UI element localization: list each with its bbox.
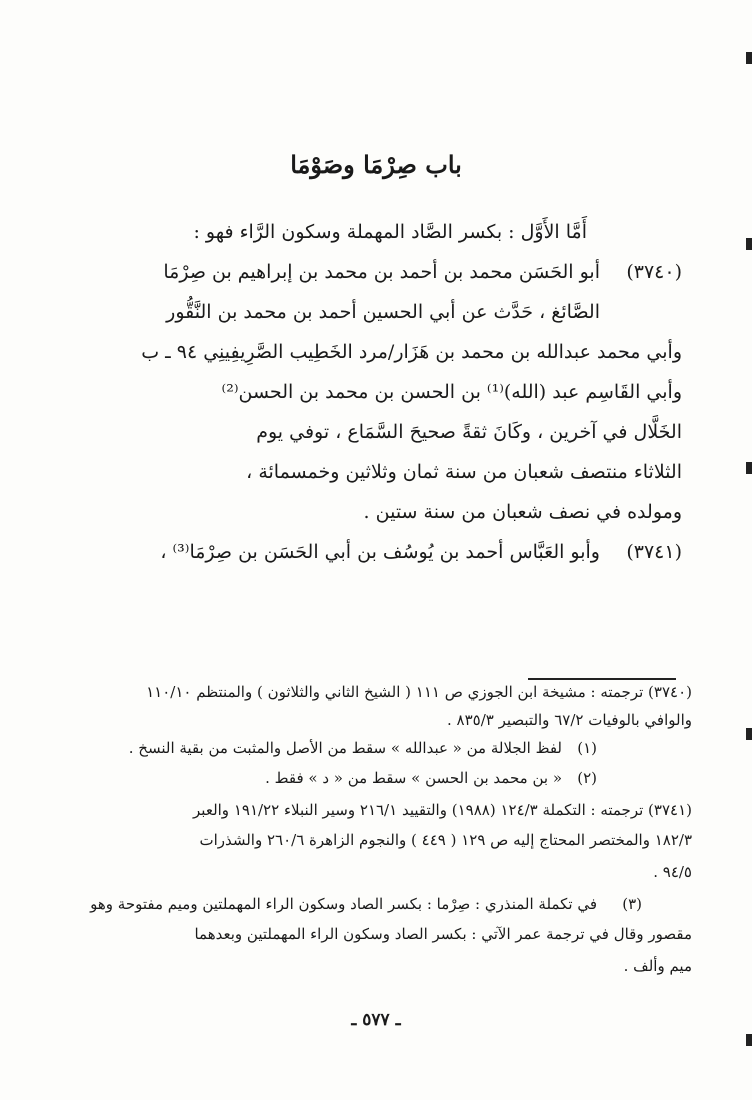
footnote-text: ميم وألف . <box>623 957 692 975</box>
entry-line <box>70 252 682 292</box>
footnote-number: (١) <box>577 739 597 757</box>
entry-text: ومولده في نصف شعبان من سنة ستين . <box>363 501 682 523</box>
entry-line <box>70 452 682 492</box>
scan-edge-mark <box>746 728 752 740</box>
footnote-text: مقصور وقال في ترجمة عمر الآتي : بكسر الصاد وسكون الراء المهملتين وبعدهما <box>194 925 692 943</box>
chapter-title: باب صِرْمَا وصَوْمَا <box>290 150 462 179</box>
scan-edge-mark <box>746 462 752 474</box>
entry-line <box>70 292 682 332</box>
entry-line <box>70 412 682 452</box>
intro-text: أَمَّا الأَوَّل : بكسر الصَّاد المهملة وسكون الرَّاء فهو : <box>193 221 587 243</box>
entry-text: وأبو العَبَّاس أحمد بن يُوسُف بن أبي الحَسَن بن صِرْمَا⁽³⁾ ، <box>160 541 600 563</box>
footnote-text: لفظ الجلالة من « عبدالله » سقط من الأصل والمثبت من بقية النسخ . <box>128 739 562 757</box>
footnote-text: « بن محمد بن الحسن » سقط من « د » فقط . <box>265 769 562 787</box>
entry-line <box>70 372 682 412</box>
entry-number: (٣٧٤٠) <box>626 261 682 283</box>
entry-line <box>70 532 682 572</box>
entry-text: وأبي القَاسِم عبد (الله)⁽¹⁾ بن الحسن بن محمد بن الحسن⁽²⁾ <box>221 381 682 403</box>
footnote-text: (٣٧٤٠) ترجمته : مشيخة ابن الجوزي ص ١١١ ( الشيخ الثاني والثلاثون ) والمنتظم ١١٠/١٠ <box>146 683 692 701</box>
footnote-number: (٣) <box>622 895 642 913</box>
page-number: ـ ٥٧٧ ـ <box>351 1010 401 1030</box>
footnote-number: (٢) <box>577 769 597 787</box>
intro-line <box>70 212 682 252</box>
scan-edge-mark <box>746 1034 752 1046</box>
scan-edge-mark <box>746 238 752 250</box>
scan-edge-mark <box>746 52 752 64</box>
entry-text: الخَلَّال في آخرين ، وكَانَ ثقةً صحيحَ السَّمَاع ، توفي يوم <box>256 421 682 443</box>
entry-text: أبو الحَسَن محمد بن أحمد بن محمد بن إبراهيم بن صِرْمَا <box>163 261 600 283</box>
footnote-text: ١٨٢/٣ والمختصر المحتاج إليه ص ١٢٩ ( ٤٤٩ ) والنجوم الزاهرة ٢٦٠/٦ والشذرات <box>199 831 692 849</box>
entry-text: وأبي محمد عبدالله بن محمد بن هَزَار/مرد الخَطِيب الصَّرِيفِينِي ٩٤ ـ ب <box>141 341 682 363</box>
footnote-text: (٣٧٤١) ترجمته : التكملة ١٢٤/٣ (١٩٨٨) والتقييد ٢١٦/١ وسير النبلاء ١٩١/٢٢ والعبر <box>193 801 692 819</box>
entry-text: الصَّائغ ، حَدَّث عن أبي الحسين أحمد بن محمد بن النَّقُّور <box>166 301 600 323</box>
entry-text: الثلاثاء منتصف شعبان من سنة ثمان وثلاثين وخمسمائة ، <box>246 461 682 483</box>
entry-number: (٣٧٤١) <box>626 541 682 563</box>
footnote-text: في تكملة المنذري : صِرْما : بكسر الصاد وسكون الراء المهملتين وميم مفتوحة وهو <box>90 895 597 913</box>
entry-line <box>70 492 682 532</box>
footnote-text: والوافي بالوفيات ٦٧/٢ والتبصير ٨٣٥/٣ . <box>446 711 692 729</box>
entry-line <box>70 332 682 372</box>
footnote-text: ٩٤/٥ . <box>653 863 692 881</box>
